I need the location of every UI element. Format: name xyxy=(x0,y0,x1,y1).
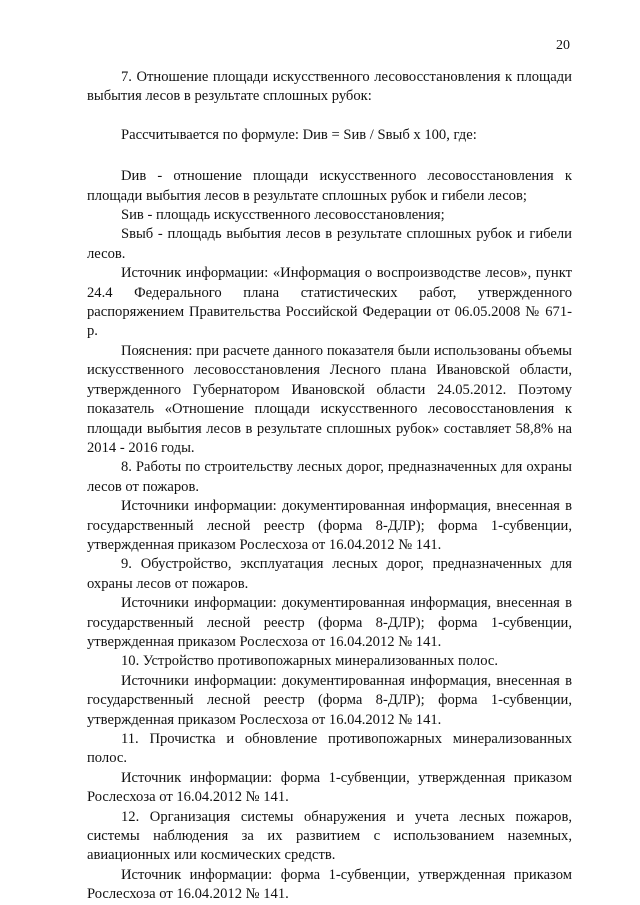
document-body xyxy=(87,68,572,905)
paragraph-source-item-7: Источник информации: «Информация о воспроизводстве лесов», пункт 24.4 Федерального плана статистических работ, утвержденного распоряжением Правительства Российской Федерации от 06.05.2008 № 671-р. xyxy=(87,265,572,340)
paragraph-definition-svyb: Sвыб - площадь выбытия лесов в результате сплошных рубок и гибели лесов. xyxy=(87,226,572,262)
paragraph-item-10-heading: 10. Устройство противопожарных минерализованных полос. xyxy=(121,653,498,670)
paragraph-item-8-heading: 8. Работы по строительству лесных дорог, предназначенных для охраны лесов от пожаров. xyxy=(87,459,572,495)
page-number: 20 xyxy=(556,38,570,53)
paragraph-formula: Рассчитывается по формуле: Dив = Sив / Sвыб х 100, где: xyxy=(121,126,477,143)
paragraph-item-11-heading: 11. Прочистка и обновление противопожарных минерализованных полос. xyxy=(87,731,572,767)
paragraph-source-item-11: Источник информации: форма 1-субвенции, утвержденная приказом Рослесхоза от 16.04.2012 № 141. xyxy=(87,769,572,806)
paragraph-source-item-8: Источники информации: документированная информация, внесенная в государственный лесной реестр (форма 8-ДЛР); форма 1-субвенции, утвержденная приказом Рослесхоза от 16.04.2012 № 141. xyxy=(87,498,572,553)
paragraph-item-12-heading: 12. Организация системы обнаружения и учета лесных пожаров, системы наблюдения за их развитием с использованием наземных, авиационных или космических средств. xyxy=(87,808,572,864)
paragraph-definition-siv: Sив - площадь искусственного лесовосстановления; xyxy=(121,207,445,224)
paragraph-item-7-heading: 7. Отношение площади искусственного лесовосстановления к площади выбытия лесов в результате сплошных рубок: xyxy=(87,69,572,105)
paragraph-source-item-9: Источники информации: документированная информация, внесенная в государственный лесной реестр (форма 8-ДЛР); форма 1-субвенции, утвержденная приказом Рослесхоза от 16.04.2012 № 141. xyxy=(87,595,572,650)
paragraph-explanation-item-7: Пояснения: при расчете данного показателя были использованы объемы искусственного лесовосстановления Лесного плана Ивановской области, утвержденного Губернатором Ивановской области 24.05.2012. Поэтому показатель «Отношение площади искусственного лесовосстановления к площади выбытия лесов в результате сплошных рубок» составляет 58,8% на 2014 - 2016 годы. xyxy=(87,342,572,456)
paragraph-item-9-heading: 9. Обустройство, эксплуатация лесных дорог, предназначенных для охраны лесов от пожаров. xyxy=(87,556,572,592)
paragraph-definition-div: Dив - отношение площади искусственного лесовосстановления к площади выбытия лесов в результате сплошных рубок и гибели лесов; xyxy=(87,168,572,204)
paragraph-source-item-10: Источники информации: документированная информация, внесенная в государственный лесной реестр (форма 8-ДЛР); форма 1-субвенции, утвержденная приказом Рослесхоза от 16.04.2012 № 141. xyxy=(87,672,572,728)
paragraph-source-item-12: Источник информации: форма 1-субвенции, утвержденная приказом Рослесхоза от 16.04.2012 № 141. xyxy=(87,866,572,903)
